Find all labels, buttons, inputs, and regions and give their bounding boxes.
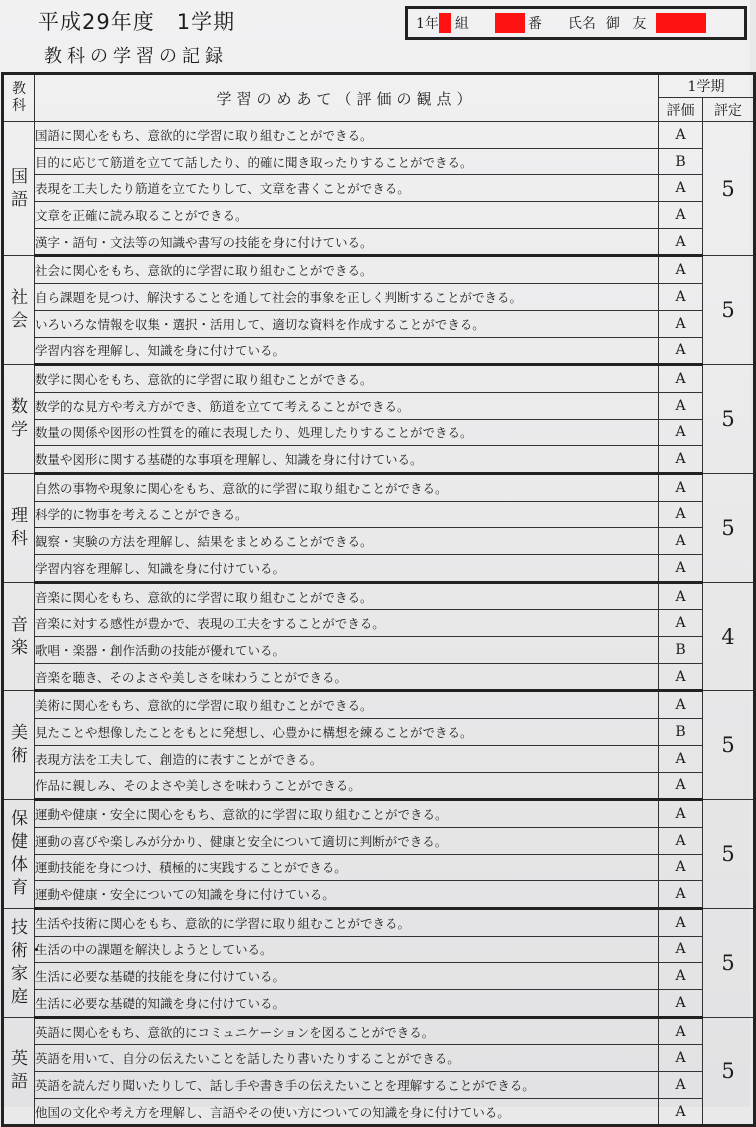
evaluation-mark: A [659,963,703,990]
table-row [3,908,755,936]
goal-text: 数学に関心をもち、意欲的に学習に取り組むことができる。 [35,365,659,393]
subject-grade: 5 [703,908,755,1017]
number-redaction [495,13,525,33]
goal-text: 生活や技術に関心をもち、意欲的に学習に取り組むことができる。 [35,908,659,936]
subject-name: 英語 [3,1017,35,1126]
evaluation-mark: A [659,827,703,854]
subject-grade: 5 [703,1017,755,1126]
subject-name: 国語 [3,122,35,256]
table-row [3,175,755,202]
table-row [3,881,755,909]
subject-grade: 5 [703,365,755,474]
goal-text: 音楽に対する感性が豊かで、表現の工夫をすることができる。 [35,610,659,637]
name-label: 氏名 [567,16,596,32]
table-row [3,501,755,528]
record-table [1,72,756,1127]
goal-text: 作品に親しみ、そのよさや美しさを味わうことができる。 [35,772,659,800]
goal-text: 生活に必要な基礎的知識を身に付けている。 [35,990,659,1018]
goal-text: 目的に応じて筋道を立てて話したり、的確に聞き取ったりすることができる。 [35,148,659,175]
name-redaction [656,13,706,33]
table-row [3,555,755,583]
goal-text: 運動や健康・安全についての知識を身に付けている。 [35,881,659,909]
table-row [3,637,755,664]
evaluation-mark: A [659,473,703,501]
evaluation-mark: A [659,528,703,555]
evaluation-mark: A [659,772,703,800]
subject-grade: 5 [703,691,755,800]
evaluation-mark: A [659,337,703,365]
evaluation-mark: A [659,365,703,393]
table-row [3,122,755,149]
goal-text: 科学的に物事を考えることができる。 [35,501,659,528]
table-row [3,963,755,990]
subject-name: 社会 [3,256,35,365]
table-row [3,419,755,446]
table-row [3,1045,755,1072]
evaluation-mark: A [659,691,703,719]
evaluation-mark: A [659,1072,703,1099]
table-row [3,473,755,501]
evaluation-mark: B [659,637,703,664]
goal-text: 他国の文化や考え方を理解し、言語やその使い方についての知識を身に付けている。 [35,1098,659,1126]
evaluation-mark: A [659,990,703,1018]
goal-text: 音楽に関心をもち、意欲的に学習に取り組むことができる。 [35,582,659,610]
goal-text: 自然の事物や現象に関心をもち、意欲的に学習に取り組むことができる。 [35,473,659,501]
goal-text: 数量の関係や図形の性質を的確に表現したり、処理したりすることができる。 [35,419,659,446]
evaluation-mark: A [659,908,703,936]
goal-text: 音楽を聴き、そのよさや美しさを味わうことができる。 [35,663,659,691]
evaluation-mark: A [659,1017,703,1045]
table-row [3,256,755,284]
evaluation-mark: A [659,175,703,202]
name-partial: 御 友 [605,16,651,32]
goal-text: 生活の中の課題を解決しようとしている。 [35,936,659,963]
page-subtitle: 教科の学習の記録 [44,46,228,67]
table-row [3,582,755,610]
evaluation-mark: A [659,419,703,446]
table-row [3,936,755,963]
goal-header: 学習のめあて（評価の観点） [35,74,659,122]
subject-grade: 5 [703,473,755,582]
table-row [3,691,755,719]
table-row [3,392,755,419]
subject-grade: 5 [703,800,755,909]
evaluation-mark: A [659,610,703,637]
evaluation-mark: A [659,663,703,691]
class-label: 組 [454,16,469,32]
goal-text: 見たことや想像したことをもとに発想し、心豊かに構想を練ることができる。 [35,719,659,746]
evaluation-mark: A [659,284,703,311]
subject-grade: 5 [703,256,755,365]
evaluation-mark: A [659,202,703,229]
subject-name: 保健体育 [3,800,35,909]
subject-name: 美術 [3,691,35,800]
evaluation-mark: A [659,228,703,256]
table-row [3,528,755,555]
goal-text: 美術に関心をもち、意欲的に学習に取り組むことができる。 [35,691,659,719]
table-row [3,772,755,800]
table-row [3,284,755,311]
subject-name: 技術・家庭 [3,908,35,1017]
goal-text: 観察・実験の方法を理解し、結果をまとめることができる。 [35,528,659,555]
table-row [3,228,755,256]
class-redaction [439,13,451,33]
goal-text: 生活に必要な基礎的技能を身に付けている。 [35,963,659,990]
evaluation-mark: A [659,936,703,963]
goal-text: 表現を工夫したり筋道を立てたりして、文章を書くことができる。 [35,175,659,202]
evaluation-mark: B [659,719,703,746]
goal-text: 表現方法を工夫して、創造的に表すことができる。 [35,745,659,772]
evaluation-mark: A [659,1045,703,1072]
goal-text: 歌唱・楽器・創作活動の技能が優れている。 [35,637,659,664]
goal-text: 自ら課題を見つけ、解決することを通して社会的事象を正しく判断することができる。 [35,284,659,311]
goal-text: 英語に関心をもち、意欲的にコミュニケーションを図ることができる。 [35,1017,659,1045]
goal-text: 英語を用いて、自分の伝えたいことを話したり書いたりすることができる。 [35,1045,659,1072]
goal-text: 国語に関心をもち、意欲的に学習に取り組むことができる。 [35,122,659,149]
evaluation-mark: A [659,800,703,828]
evaluation-mark: A [659,122,703,149]
evaluation-mark: A [659,582,703,610]
evaluation-mark: A [659,392,703,419]
table-row [3,745,755,772]
goal-text: 数学的な見方や考え方ができ、筋道を立てて考えることができる。 [35,392,659,419]
evaluation-mark: A [659,310,703,337]
evaluation-mark: A [659,555,703,583]
grade-label: 1年 [416,16,439,32]
page-title: 平成29年度 1学期 [38,10,236,34]
record-body [3,122,755,1126]
evaluation-mark: A [659,256,703,284]
table-row [3,990,755,1018]
number-label: 番 [527,16,542,32]
table-row [3,854,755,881]
table-row [3,719,755,746]
table-row [3,800,755,828]
table-row [3,1072,755,1099]
subject-header: 教科 [3,74,35,122]
evaluation-mark: A [659,854,703,881]
goal-text: 運動技能を身につけ、積極的に実践することができる。 [35,854,659,881]
goal-text: 学習内容を理解し、知識を身に付けている。 [35,555,659,583]
subject-grade: 5 [703,122,755,256]
evaluation-mark: A [659,745,703,772]
subject-name: 数学 [3,365,35,474]
grade-header: 評定 [703,98,755,122]
table-row [3,148,755,175]
table-row [3,202,755,229]
evaluation-mark: B [659,148,703,175]
goal-text: 英語を読んだり聞いたりして、話し手や書き手の伝えたいことを理解することができる。 [35,1072,659,1099]
table-row [3,365,755,393]
goal-text: 数量や図形に関する基礎的な事項を理解し、知識を身に付けている。 [35,446,659,474]
goal-text: 学習内容を理解し、知識を身に付けている。 [35,337,659,365]
table-row [3,827,755,854]
goal-text: 漢字・語句・文法等の知識や書写の技能を身に付けている。 [35,228,659,256]
goal-text: 文章を正確に読み取ることができる。 [35,202,659,229]
table-row [3,310,755,337]
evaluation-mark: A [659,501,703,528]
goal-text: いろいろな情報を収集・選択・活用して、適切な資料を作成することができる。 [35,310,659,337]
table-row [3,1098,755,1126]
student-id-box [405,6,747,40]
subject-grade: 4 [703,582,755,691]
evaluation-mark: A [659,446,703,474]
evaluation-mark: A [659,1098,703,1126]
subject-name: 理科 [3,473,35,582]
table-row [3,663,755,691]
table-row [3,446,755,474]
table-row [3,1017,755,1045]
goal-text: 運動の喜びや楽しみが分かり、健康と安全について適切に判断ができる。 [35,827,659,854]
eval-header: 評価 [659,98,703,122]
table-row [3,610,755,637]
table-row [3,337,755,365]
goal-text: 運動や健康・安全に関心をもち、意欲的に学習に取り組むことができる。 [35,800,659,828]
subject-name: 音楽 [3,582,35,691]
goal-text: 社会に関心をもち、意欲的に学習に取り組むことができる。 [35,256,659,284]
evaluation-mark: A [659,881,703,909]
term-header: 1学期 [659,74,755,98]
